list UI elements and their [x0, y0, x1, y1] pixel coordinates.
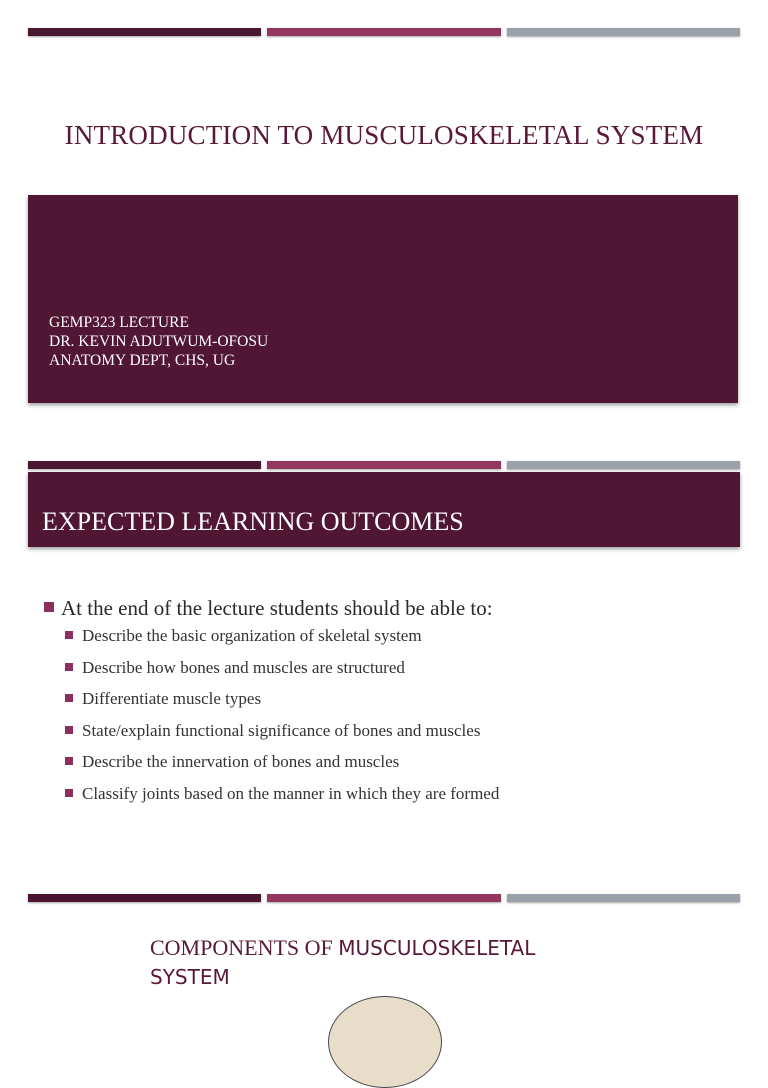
outcomes-list: [44, 596, 499, 816]
slide3-title-line1: [150, 933, 535, 963]
bullet-square-icon: [65, 663, 73, 671]
intro-text: At the end of the lecture students should be able to:: [61, 596, 493, 620]
banner-line-course: GEMP323 LECTURE: [49, 314, 189, 331]
outcome-text: Describe the basic organization of skeletal system: [82, 626, 422, 645]
bullet-square-icon: [65, 726, 73, 734]
banner-line-department: ANATOMY DEPT, CHS, UG: [49, 352, 236, 369]
slide3-title-part1: COMPONENTS OF: [150, 935, 339, 960]
list-item: [65, 689, 499, 721]
decor-bar-gray: [507, 894, 740, 902]
list-item: [65, 721, 499, 753]
decor-bar-gray: [507, 461, 740, 469]
slide1-banner: [28, 195, 738, 403]
list-item-intro: [44, 596, 499, 621]
slide1-title: INTRODUCTION TO MUSCULOSKELETAL SYSTEM: [64, 120, 704, 150]
outcome-text: Differentiate muscle types: [82, 689, 262, 709]
decor-bar-dark: [28, 894, 261, 902]
list-item: [65, 626, 499, 658]
bullet-square-icon: [65, 694, 73, 702]
outcome-text: State/explain functional significance of bones and muscles: [82, 720, 481, 740]
outcome-text: Describe how bones and muscles are structured: [82, 657, 405, 677]
slide2-header: [28, 472, 740, 547]
decor-bar-mid: [267, 461, 500, 469]
slide3-title-line2: SYSTEM: [150, 965, 230, 989]
decor-bar-gray: [507, 28, 740, 36]
list-item: [65, 658, 499, 690]
list-item: [65, 784, 499, 816]
decor-bars-slide3: [28, 894, 740, 902]
banner-line-lecturer: DR. KEVIN ADUTWUM-OFOSU: [49, 333, 269, 350]
decor-bar-dark: [28, 461, 261, 469]
decor-bar-mid: [267, 894, 500, 902]
decor-bars-slide2: [28, 461, 740, 469]
slide2-title: EXPECTED LEARNING OUTCOMES: [42, 507, 464, 536]
bullet-square-icon: [65, 789, 73, 797]
outcome-text: Classify joints based on the manner in which they are formed: [82, 783, 500, 803]
list-item: [65, 752, 499, 784]
bullet-square-icon: [65, 631, 73, 639]
decor-bars-slide1: [28, 28, 740, 36]
slide3-title: [150, 933, 535, 992]
decor-bar-dark: [28, 28, 261, 36]
outcome-text: Describe the innervation of bones and muscles: [82, 752, 400, 772]
bullet-square-icon: [44, 602, 54, 612]
bullet-square-icon: [65, 757, 73, 765]
skeleton-image-placeholder: [328, 996, 442, 1088]
banner-lines: [49, 313, 268, 370]
slide3-title-part2: MUSCULOSKELETAL: [338, 936, 536, 960]
decor-bar-mid: [267, 28, 500, 36]
